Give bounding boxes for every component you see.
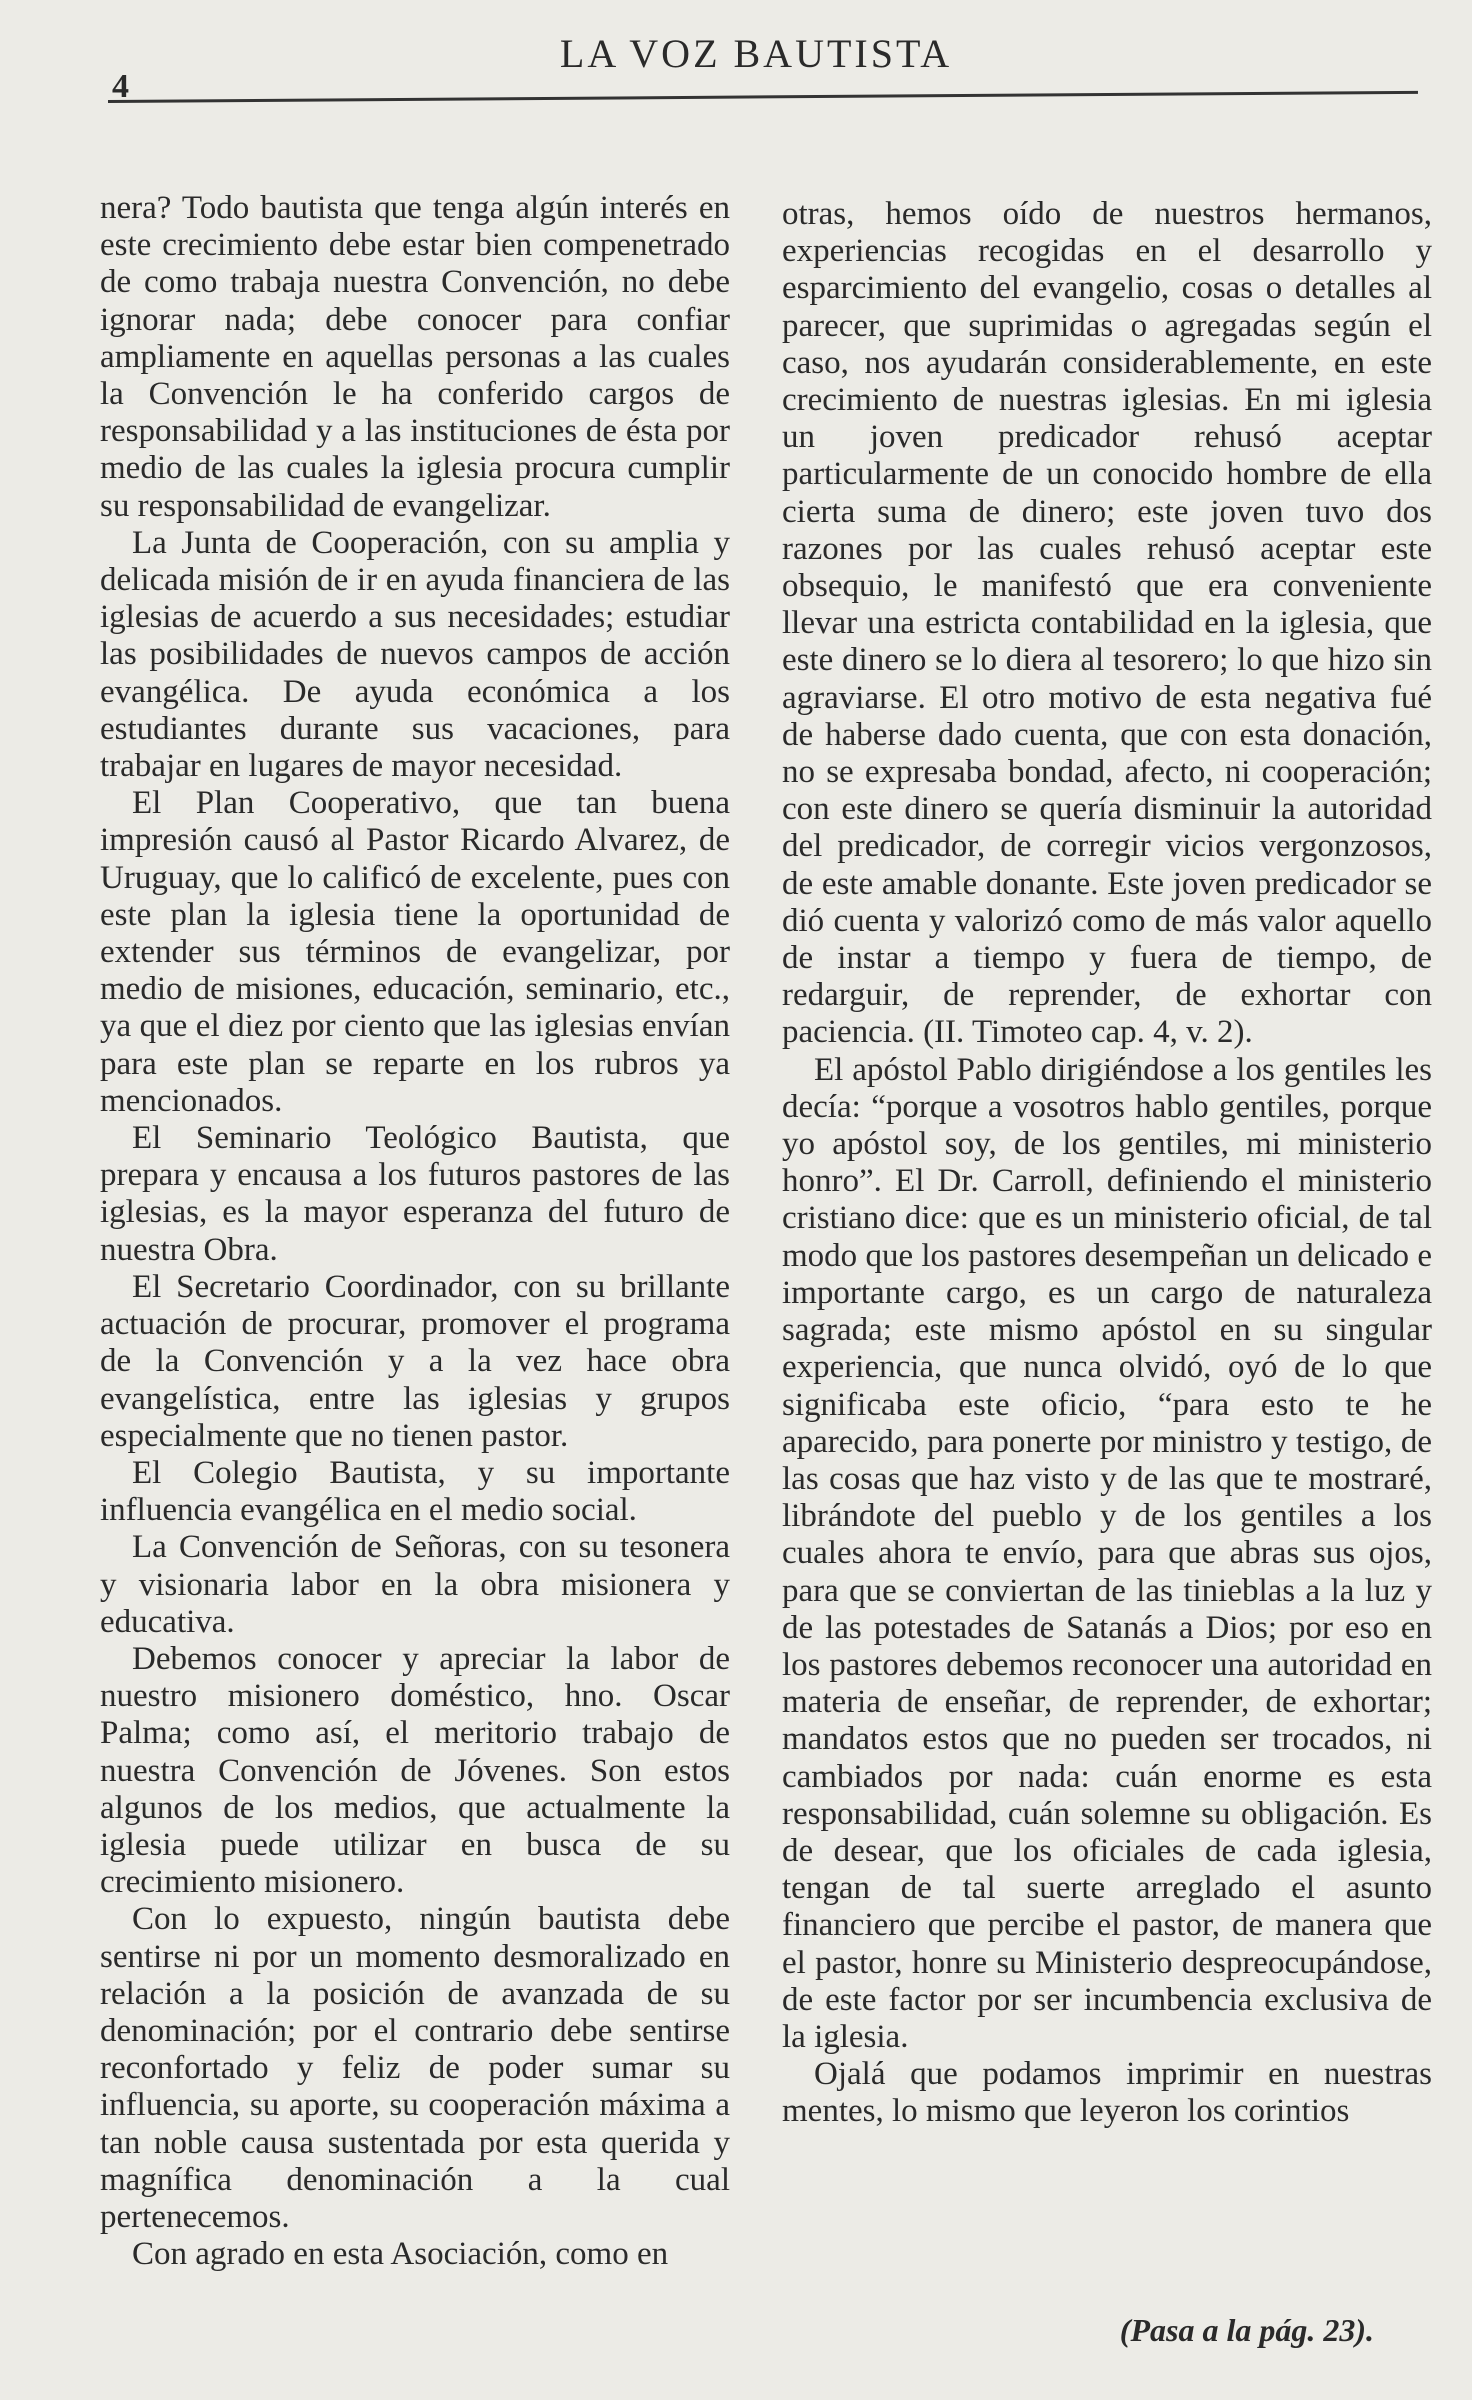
paragraph: Ojalá que podamos imprimir en nuestras mentes, lo mismo que leyeron los corintios <box>782 2056 1432 2130</box>
paragraph: El Colegio Bautista, y su importante influencia evangélica en el medio social. <box>100 1454 730 1529</box>
paragraph: La Convención de Señoras, con su tesonera y visionaria labor en la obra misionera y educativa. <box>100 1529 730 1640</box>
paragraph: Con lo expuesto, ningún bautista debe sentirse ni por un momento desmoralizado en relación a la posición de avanzada de su denominación; por el contrario debe sentirse reconfortado y feliz de poder sumar su influencia, su aporte, su cooperación máxima a tan noble causa sustentada por esta querida y magnífica denominación a la cual pertenecemos. <box>100 1901 730 2235</box>
paragraph: El apóstol Pablo dirigiéndose a los gentiles les decía: “porque a vosotros hablo gentiles, porque yo apóstol soy, de los gentiles, mi ministerio honro”. El Dr. Carroll, definiendo el ministerio cristiano dice: que es un ministerio oficial, de tal modo que los pastores desempeñan un delicado e importante cargo, es un cargo de naturaleza sagrada; este mismo apóstol en su singular experiencia, que nunca olvidó, oyó de lo que significaba este oficio, “para esto te he aparecido, para ponerte por ministro y testigo, de las cosas que haz visto y de las que te mostraré, librándote del pueblo y de los gentiles a los cuales ahora te envío, para que abras sus ojos, para que se conviertan de las tinieblas a la luz y de las potestades de Satanás a Dios; por eso en los pastores debemos reconocer una autoridad en materia de enseñar, de reprender, de exhortar; mandatos estos que no pueden ser trocados, ni cambiados por nada: cuán enorme es esta responsabilidad, cuán solemne su obligación. Es de desear, que los oficiales de cada iglesia, tengan de tal suerte arreglado el asunto financiero que percibe el pastor, de manera que el pastor, honre su Ministerio despreocupándose, de este factor por ser incumbencia exclusiva de la iglesia. <box>782 1051 1432 2055</box>
header-rule <box>108 91 1418 103</box>
page-number: 4 <box>112 68 129 105</box>
paragraph: otras, hemos oído de nuestros hermanos, experiencias recogidas en el desarrollo y esparcimiento del evangelio, cosas o detalles al parecer, que suprimidas o agregadas según el caso, nos ayudarán considerablemente, en este crecimiento de nuestras iglesias. En mi iglesia un joven predicador rehusó aceptar particularmente de un conocido hombre de ella cierta suma de dinero; este joven tuvo dos razones por las cuales rehusó aceptar este obsequio, le manifestó que era conveniente llevar una estricta contabilidad en la iglesia, que este dinero se lo diera al tesorero; lo que hizo sin agraviarse. El otro motivo de esta negativa fué de haberse dado cuenta, que con esta donación, no se expresaba bondad, afecto, ni cooperación; con este dinero se quería disminuir la autoridad del predicador, de corregir vicios vergonzosos, de este amable donante. Este joven predicador se dió cuenta y valorizó como de más valor aquello de instar a tiempo y fuera de tiempo, de redarguir, de reprender, de exhortar con paciencia. (II. Timoteo cap. 4, v. 2). <box>782 196 1432 1051</box>
paragraph: Con agrado en esta Asociación, como en <box>132 2236 669 2273</box>
paragraph: El Secretario Coordinador, con su brillante actuación de procurar, promover el programa de la Convención y a la vez hace obra evangelística, entre las iglesias y grupos especialmente que no tienen pastor. <box>100 1268 730 1454</box>
paragraph: El Seminario Teológico Bautista, que prepara y encausa a los futuros pastores de las iglesias, es la mayor esperanza del futuro de nuestra Obra. <box>100 1120 730 1268</box>
paragraph: Debemos conocer y apreciar la labor de nuestro misionero doméstico, hno. Oscar Palma; como así, el meritorio trabajo de nuestra Convención de Jóvenes. Son estos algunos de los medios, que actualmente la iglesia puede utilizar en busca de su crecimiento misionero. <box>100 1640 730 1901</box>
paragraph: El Plan Cooperativo, que tan buena impresión causó al Pastor Ricardo Alvarez, de Uruguay, que lo calificó de excelente, pues con este plan la iglesia tiene la oportunidad de extender sus términos de evangelizar, por medio de misiones, educación, seminario, etc., ya que el diez por ciento que las iglesias envían para este plan se reparte en los rubros ya mencionados. <box>100 785 730 1119</box>
left-column <box>100 190 730 2273</box>
continuation-note: (Pasa a la pág. 23). <box>1119 2312 1374 2348</box>
right-column <box>782 196 1432 2131</box>
paragraph: nera? Todo bautista que tenga algún interés en este crecimiento debe estar bien compenetrado de como trabaja nuestra Convención, no debe ignorar nada; debe conocer para confiar ampliamente en aquellas personas a las cuales la Convención le ha conferido cargos de responsabilidad y a las instituciones de ésta por medio de las cuales la iglesia procura cumplir su responsabilidad de evangelizar. <box>100 190 730 524</box>
paragraph: La Junta de Cooperación, con su amplia y delicada misión de ir en ayuda financiera de las iglesias de acuerdo a sus necesidades; estudiar las posibilidades de nuevos campos de acción evangélica. De ayuda económica a los estudiantes durante sus vacaciones, para trabajar en lugares de mayor necesidad. <box>100 524 730 785</box>
masthead-title: LA VOZ BAUTISTA <box>559 31 953 76</box>
